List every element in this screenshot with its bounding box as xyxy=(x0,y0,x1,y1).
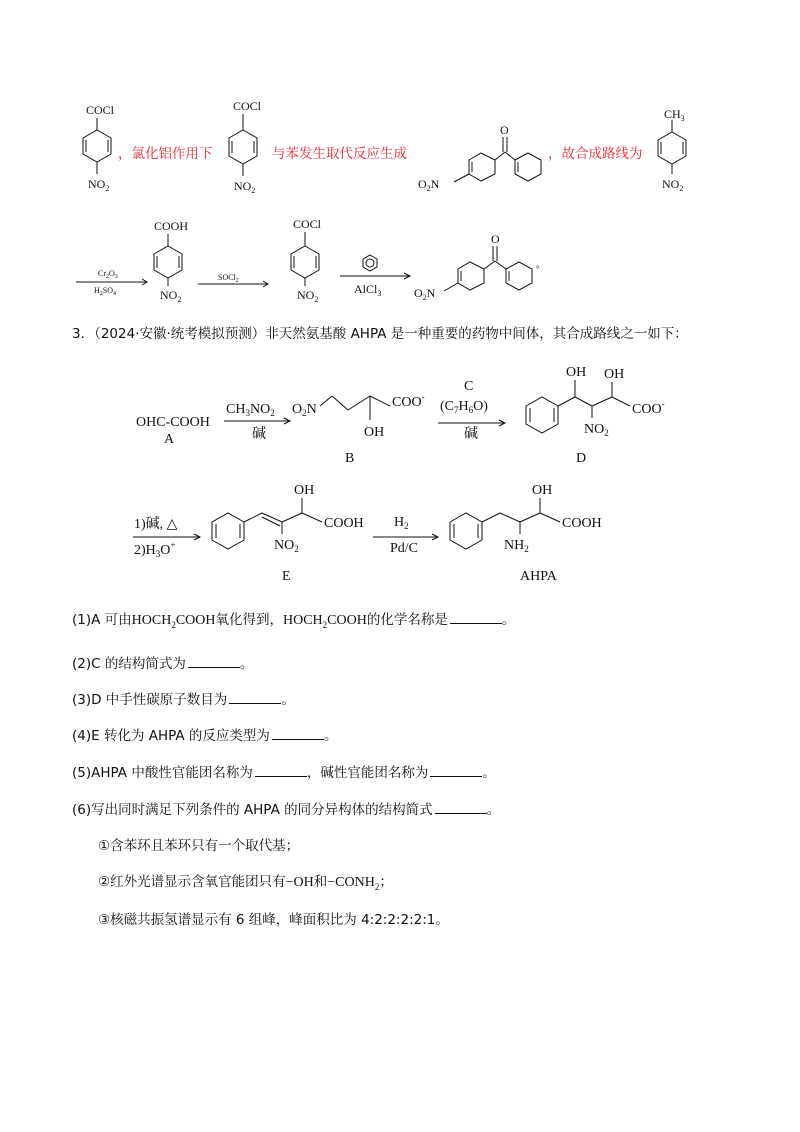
reagent-alcl3: AlCl$_3$ xyxy=(354,282,382,298)
label-D-oh-2: OH xyxy=(604,367,625,382)
answer-blank-2[interactable] xyxy=(188,655,240,668)
label-no2-route-1: $NO_2$ xyxy=(160,288,182,304)
reagent-base-2: 碱 xyxy=(464,427,478,442)
answer-blank-6[interactable] xyxy=(435,801,487,814)
structure-E xyxy=(212,498,322,549)
question-6: (6)写出同时满足下列条件的 AHPA 的同分异构体的结构简式 。 xyxy=(72,802,501,818)
structure-B xyxy=(320,396,390,420)
label-carbonyl-o-1: O xyxy=(500,123,509,137)
compound-D-label: D xyxy=(576,451,587,466)
condition-1: ①含苯环且苯环只有一个取代基； xyxy=(98,838,300,854)
label-cocl-2: COCl xyxy=(233,99,262,113)
answer-blank-1[interactable] xyxy=(450,611,502,624)
question-1: (1)A 可由$HOCH_2COOH$氧化得到，$HOCH_2COOH$的化学名称是 。 xyxy=(72,612,516,630)
label-cocl-route: COCl xyxy=(293,217,322,231)
label-B-oh: OH xyxy=(364,425,385,440)
label-cocl-1: COCl xyxy=(86,103,115,117)
label-no2-1: $NO_2$ xyxy=(88,177,110,193)
condition-3: ③核磁共振氢谱显示有 6 组峰，峰面积比为 4:2:2:2:2:1。 xyxy=(98,912,449,928)
intro-text-2: 与苯发生取代反应生成 xyxy=(272,146,407,162)
benzene-ring-toluene xyxy=(658,120,686,174)
intro-text-3: ，故合成路线为 xyxy=(548,146,643,162)
reagent-cr2o3: $Cr_2O_3$ xyxy=(98,269,118,280)
label-no2-2: $NO_2$ xyxy=(234,179,256,195)
label-B-o2n: $O_2N$ xyxy=(292,402,317,418)
answer-blank-4[interactable] xyxy=(272,727,324,740)
label-no2-3: $NO_2$ xyxy=(662,177,684,193)
question-3: (3)D 中手性碳原子数目为 。 xyxy=(72,692,295,708)
label-o2n-2: $O_2N$ xyxy=(414,286,436,302)
label-E-no2: $NO_2$ xyxy=(274,538,299,554)
condition-2: ②红外光谱显示含氧官能团只有−OH和$-CONH_2$； xyxy=(98,874,393,892)
compound-AHPA-label: AHPA xyxy=(520,569,557,584)
benzene-ring-3 xyxy=(154,234,182,286)
benzophenone-route xyxy=(444,246,532,291)
question-3-header: 3．（2024·安徽·统考模拟预测）非天然氨基酸 AHPA 是一种重要的药物中间体，其合成路线之一如下： xyxy=(72,326,688,342)
benzene-small xyxy=(363,255,377,271)
label-D-oh-1: OH xyxy=(566,365,587,380)
benzophenone-top xyxy=(454,137,541,182)
compound-E-label: E xyxy=(282,569,291,584)
label-B-coo: COO- xyxy=(392,392,425,410)
label-AHPA-cooh: COOH xyxy=(562,516,602,531)
benzene-ring-1 xyxy=(83,118,111,174)
reagent-socl2: SOCl$_2$ xyxy=(218,273,239,284)
label-AHPA-oh: OH xyxy=(532,483,553,498)
answer-blank-3[interactable] xyxy=(229,691,281,704)
compound-B-label: B xyxy=(345,451,355,466)
question-2: (2)C 的结构简式为 。 xyxy=(72,656,254,672)
reagent-C: C xyxy=(464,379,474,394)
reagent-C-formula: $(C_7H_6O)$ xyxy=(440,399,488,415)
reagent-base-1: 碱 xyxy=(252,427,266,442)
intro-text-1: ，氯化铝作用下 xyxy=(118,146,213,162)
benzene-ring-4 xyxy=(291,232,319,286)
label-o2n-1: $O_2N$ xyxy=(418,177,440,193)
label-D-no2: $NO_2$ xyxy=(584,422,609,438)
label-no2-route-2: $NO_2$ xyxy=(297,288,319,304)
label-cooh-route: COOH xyxy=(154,219,189,233)
reagent-h2: $H_2$ xyxy=(394,515,409,531)
compound-A-formula: OHC-COOH xyxy=(136,415,210,430)
label-ch3: $CH_3$ xyxy=(664,107,685,123)
reagent-base-heat: 1)碱, △ xyxy=(134,517,178,532)
reagent-h2so4: $H_2SO_4$ xyxy=(94,286,117,297)
benzene-ring-2 xyxy=(229,114,257,176)
label-AHPA-nh2: $NH_2$ xyxy=(504,538,529,554)
structure-D xyxy=(526,380,630,433)
question-5: (5)AHPA 中酸性官能团名称为 ，碱性官能团名称为 。 xyxy=(72,765,496,781)
route-end-period: ° xyxy=(536,264,540,274)
label-E-cooh: COOH xyxy=(324,516,364,531)
label-E-oh: OH xyxy=(294,483,315,498)
reagent-ch3no2: $CH_3NO_2$ xyxy=(226,402,275,418)
compound-A-label: A xyxy=(164,432,175,447)
answer-blank-5b[interactable] xyxy=(430,764,482,777)
question-4: (4)E 转化为 AHPA 的反应类型为 。 xyxy=(72,728,338,744)
answer-blank-5a[interactable] xyxy=(255,764,307,777)
label-D-coo: COO- xyxy=(632,399,665,417)
label-carbonyl-o-2: O xyxy=(491,232,500,246)
reagent-pdc: Pd/C xyxy=(390,541,419,556)
reagent-h3o: $2)H_3O^+$ xyxy=(134,540,176,559)
